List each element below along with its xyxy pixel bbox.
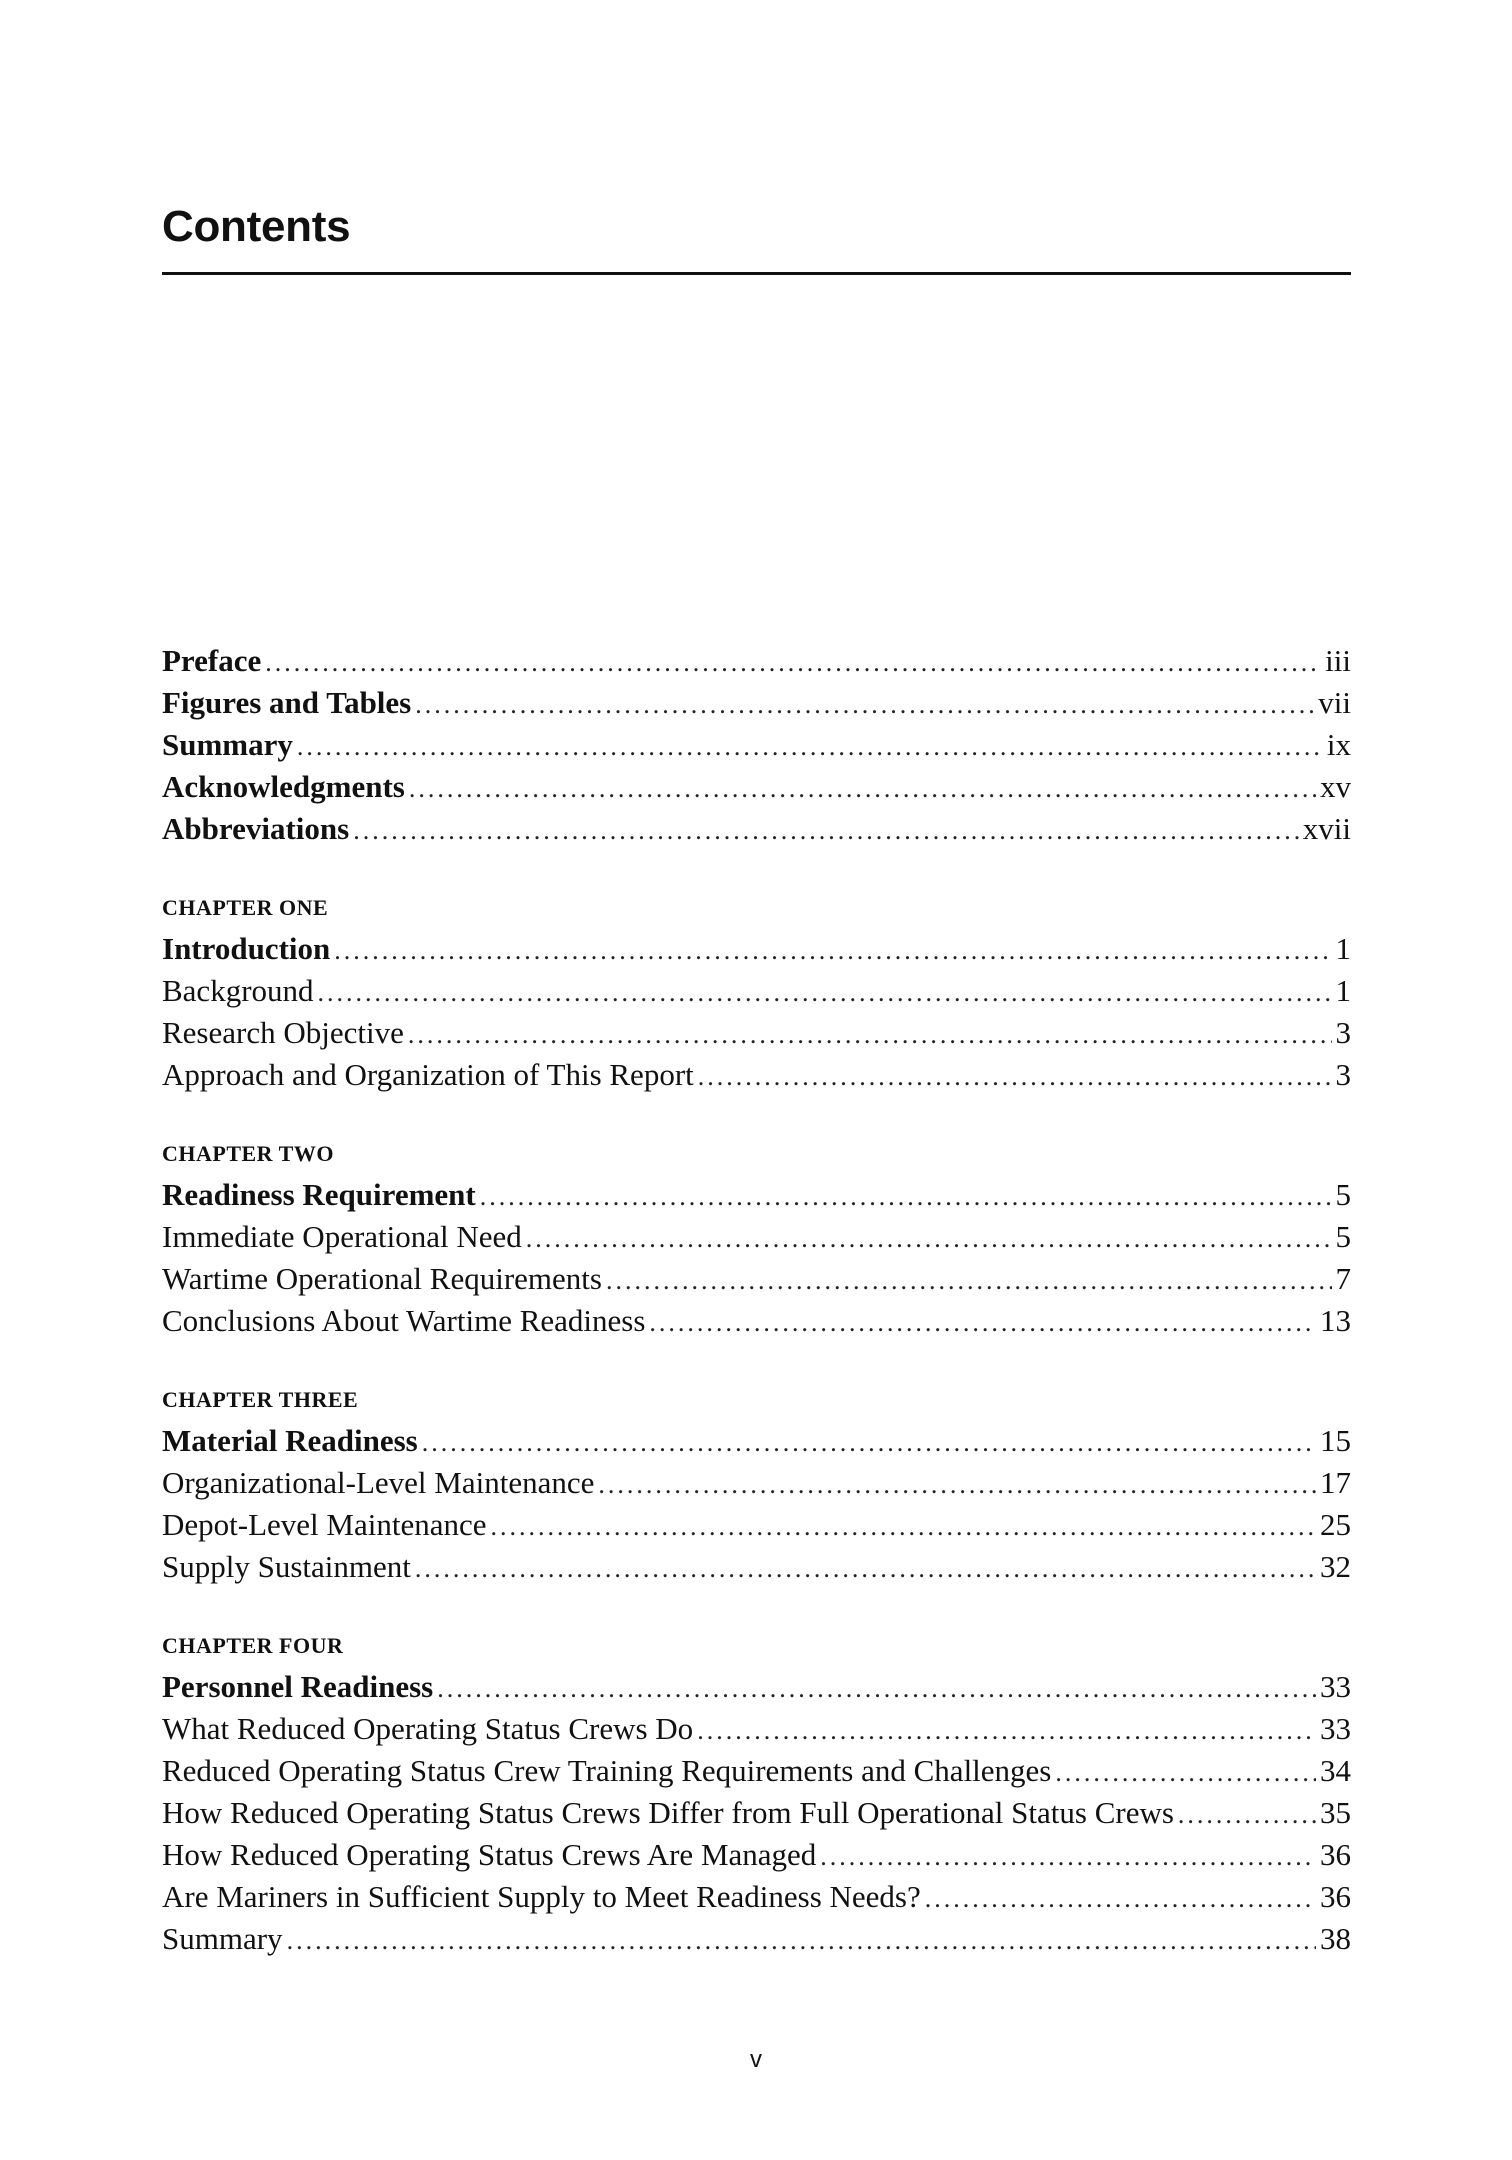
dot-leader xyxy=(925,1878,1316,1920)
toc-entry-section[interactable] xyxy=(162,1216,1351,1258)
toc-entry-page: vii xyxy=(1318,685,1351,720)
toc-entry-title: Summary xyxy=(162,727,293,762)
toc-entry-title: Material Readiness xyxy=(162,1423,418,1458)
toc-entry-section[interactable] xyxy=(162,1300,1351,1342)
toc-entry-section[interactable] xyxy=(162,1792,1351,1834)
toc-entry-title: Research Objective xyxy=(162,1015,404,1050)
toc-entry-page: 34 xyxy=(1320,1753,1351,1788)
dot-leader xyxy=(437,1668,1316,1710)
page-number: v xyxy=(750,2046,762,2073)
dot-leader xyxy=(1055,1752,1316,1794)
dot-leader xyxy=(598,1464,1316,1506)
dot-leader xyxy=(698,1056,1332,1098)
dot-leader xyxy=(409,768,1316,810)
toc-entry-page: 1 xyxy=(1335,973,1351,1008)
chapter-label: CHAPTER THREE xyxy=(162,1387,359,1412)
toc-entry-title: Reduced Operating Status Crew Training Requirements and Challenges xyxy=(162,1753,1052,1788)
toc-entry-page: 32 xyxy=(1320,1549,1351,1584)
toc-entry-page: 36 xyxy=(1320,1837,1351,1872)
chapter-four-block xyxy=(162,1626,1351,1960)
toc-entry-section[interactable] xyxy=(162,1546,1351,1588)
toc-entry-chapter-title[interactable] xyxy=(162,1420,1351,1462)
toc-entry-section[interactable] xyxy=(162,1504,1351,1546)
toc-entry-title: Approach and Organization of This Report xyxy=(162,1057,694,1092)
dot-leader xyxy=(408,1014,1332,1056)
front-matter-list xyxy=(162,640,1351,850)
toc-entry-title: Supply Sustainment xyxy=(162,1549,411,1584)
toc-entry-page: 33 xyxy=(1320,1711,1351,1746)
toc-entry-title: Summary xyxy=(162,1921,283,1956)
toc-entry-title: Abbreviations xyxy=(162,811,350,846)
toc-entry-title: How Reduced Operating Status Crews Differ from Full Operational Status Crews xyxy=(162,1795,1174,1830)
toc-entry-abbreviations[interactable] xyxy=(162,808,1351,850)
toc-entry-title: Depot-Level Maintenance xyxy=(162,1507,487,1542)
toc-entry-page: 38 xyxy=(1320,1921,1351,1956)
dot-leader xyxy=(334,930,1331,972)
toc-entry-page: 7 xyxy=(1335,1261,1351,1296)
toc-entry-title: Acknowledgments xyxy=(162,769,405,804)
page-title: Contents xyxy=(162,202,351,251)
toc-entry-section[interactable] xyxy=(162,1012,1351,1054)
toc-entry-section[interactable] xyxy=(162,1750,1351,1792)
toc-entry-page: 5 xyxy=(1335,1219,1351,1254)
toc-entry-page: 36 xyxy=(1320,1879,1351,1914)
toc-entry-page: 33 xyxy=(1320,1669,1351,1704)
toc-entry-section[interactable] xyxy=(162,1258,1351,1300)
dot-leader xyxy=(649,1302,1316,1344)
toc-entry-title: How Reduced Operating Status Crews Are Managed xyxy=(162,1837,817,1872)
chapter-label: CHAPTER FOUR xyxy=(162,1633,344,1658)
toc-entry-section[interactable] xyxy=(162,1054,1351,1096)
toc-entry-title: Personnel Readiness xyxy=(162,1669,434,1704)
toc-entry-chapter-title[interactable] xyxy=(162,928,1351,970)
toc-entry-title: Wartime Operational Requirements xyxy=(162,1261,602,1296)
toc-entry-page: 1 xyxy=(1335,931,1351,966)
toc-entry-page: 3 xyxy=(1335,1057,1351,1092)
toc-entry-section[interactable] xyxy=(162,1708,1351,1750)
dot-leader xyxy=(1178,1794,1316,1836)
toc-entry-page: 15 xyxy=(1320,1423,1351,1458)
toc-entry-page: xv xyxy=(1320,769,1351,804)
toc-entry-title: Organizational-Level Maintenance xyxy=(162,1465,595,1500)
toc-entry-chapter-title[interactable] xyxy=(162,1666,1351,1708)
dot-leader xyxy=(287,1920,1316,1962)
dot-leader xyxy=(422,1422,1316,1464)
toc-entry-page: 35 xyxy=(1320,1795,1351,1830)
toc-entry-title: Background xyxy=(162,973,314,1008)
dot-leader xyxy=(265,642,1321,684)
chapter-three-block xyxy=(162,1380,1351,1588)
toc-entry-page: 5 xyxy=(1335,1177,1351,1212)
toc-entry-page: ix xyxy=(1326,727,1351,762)
dot-leader xyxy=(415,684,1314,726)
toc-entry-page: iii xyxy=(1325,643,1351,678)
dot-leader xyxy=(606,1260,1332,1302)
title-rule xyxy=(162,272,1351,275)
chapter-two-block xyxy=(162,1134,1351,1342)
dot-leader xyxy=(415,1548,1316,1590)
dot-leader xyxy=(697,1710,1316,1752)
toc-entry-page: 25 xyxy=(1320,1507,1351,1542)
toc-entry-title: What Reduced Operating Status Crews Do xyxy=(162,1711,694,1746)
toc-entry-summary[interactable] xyxy=(162,724,1351,766)
toc-entry-page: 17 xyxy=(1320,1465,1351,1500)
toc-entry-title: Readiness Requirement xyxy=(162,1177,476,1212)
toc-entry-title: Figures and Tables xyxy=(162,685,412,720)
table-of-contents xyxy=(162,640,1351,1960)
dot-leader xyxy=(353,810,1299,852)
toc-entry-page: 13 xyxy=(1320,1303,1351,1338)
toc-entry-section[interactable] xyxy=(162,1462,1351,1504)
toc-entry-section[interactable] xyxy=(162,1918,1351,1960)
toc-entry-acknowledgments[interactable] xyxy=(162,766,1351,808)
toc-entry-title: Preface xyxy=(162,643,262,678)
toc-entry-title: Are Mariners in Sufficient Supply to Meet Readiness Needs? xyxy=(162,1879,921,1914)
chapter-one-block xyxy=(162,888,1351,1096)
toc-entry-title: Conclusions About Wartime Readiness xyxy=(162,1303,646,1338)
dot-leader xyxy=(820,1836,1316,1878)
dot-leader xyxy=(480,1176,1332,1218)
dot-leader xyxy=(297,726,1323,768)
toc-entry-page: xvii xyxy=(1302,811,1351,846)
toc-entry-chapter-title[interactable] xyxy=(162,1174,1351,1216)
toc-entry-section[interactable] xyxy=(162,970,1351,1012)
toc-entry-preface[interactable] xyxy=(162,640,1351,682)
toc-entry-title: Immediate Operational Need xyxy=(162,1219,522,1254)
dot-leader xyxy=(491,1506,1317,1548)
chapter-label: CHAPTER TWO xyxy=(162,1141,334,1166)
toc-entry-page: 3 xyxy=(1335,1015,1351,1050)
chapter-label: CHAPTER ONE xyxy=(162,895,329,920)
dot-leader xyxy=(526,1218,1332,1260)
toc-entry-section[interactable] xyxy=(162,1876,1351,1918)
toc-entry-figures-and-tables[interactable] xyxy=(162,682,1351,724)
toc-entry-section[interactable] xyxy=(162,1834,1351,1876)
dot-leader xyxy=(318,972,1332,1014)
toc-entry-title: Introduction xyxy=(162,931,331,966)
